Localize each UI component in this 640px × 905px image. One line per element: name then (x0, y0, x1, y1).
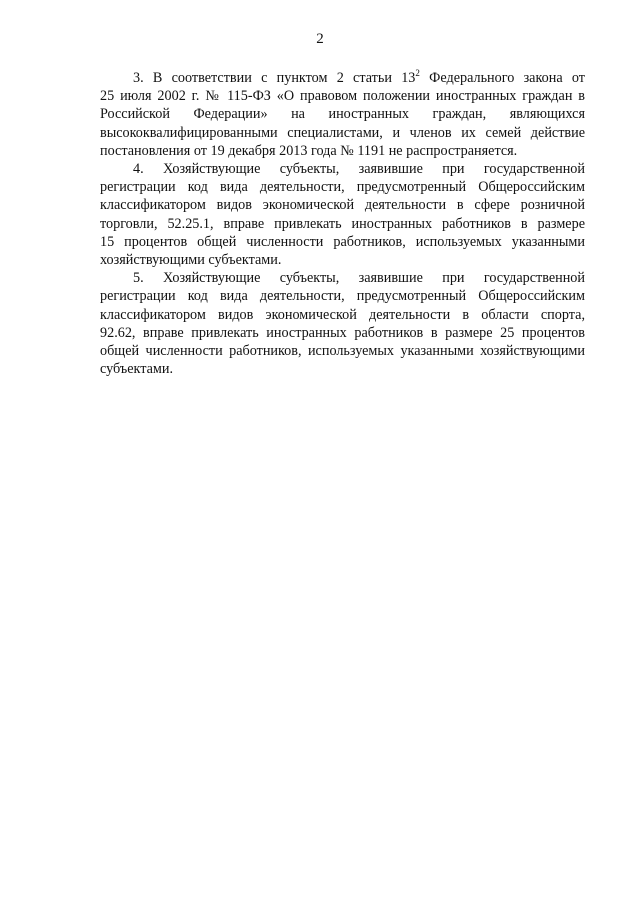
paragraph-4-line-6: хозяйствующими субъектами. (100, 252, 282, 269)
paragraph-5-line-3: классификатором видов экономической деятельности в области спорта, (100, 306, 585, 323)
paragraph-3-line-2: 25 июля 2002 г. № 115-ФЗ «О правовом положении иностранных граждан в (100, 88, 585, 105)
paragraph-4-line-4: торговли, 52.25.1, вправе привлекать иностранных работников в размере (100, 215, 585, 232)
paragraph-3-line-1 (100, 69, 585, 87)
paragraph-3-line-4: высококвалифицированными специалистами, и членов их семей действие (100, 124, 585, 141)
paragraph-5-line-2: регистрации код вида деятельности, предусмотренный Общероссийским (100, 288, 585, 305)
document-body (100, 69, 585, 378)
superscript-article-number: 2 (415, 68, 420, 78)
paragraph-4-line-2: регистрации код вида деятельности, предусмотренный Общероссийским (100, 179, 585, 196)
paragraph-5-line-4: 92.62, вправе привлекать иностранных работников в размере 25 процентов (100, 324, 585, 341)
paragraph-5 (100, 269, 585, 378)
paragraph-3-line-1-tail: Федерального закона от (419, 70, 586, 86)
page-number: 2 (316, 31, 324, 47)
paragraph-3-line-5: постановления от 19 декабря 2013 года № 1191 не распространяется. (100, 142, 518, 159)
paragraph-3-line-1-text: 3. В соответствии с пунктом 2 статьи 13 (133, 70, 416, 86)
paragraph-3-line-3: Российской Федерации» на иностранных граждан, являющихся (100, 106, 585, 123)
paragraph-4-line-1: 4. Хозяйствующие субъекты, заявившие при государственной (133, 161, 585, 178)
paragraph-3 (100, 69, 585, 160)
paragraph-4-line-3: классификатором видов экономической деятельности в сфере розничной (100, 197, 585, 214)
paragraph-5-line-1: 5. Хозяйствующие субъекты, заявившие при государственной (133, 270, 585, 287)
paragraph-4 (100, 160, 585, 269)
paragraph-4-line-5: 15 процентов общей численности работников, используемых указанными (100, 233, 585, 250)
paragraph-5-line-5: общей численности работников, используемых указанными хозяйствующими (100, 343, 585, 360)
paragraph-5-line-6: субъектами. (100, 361, 174, 378)
